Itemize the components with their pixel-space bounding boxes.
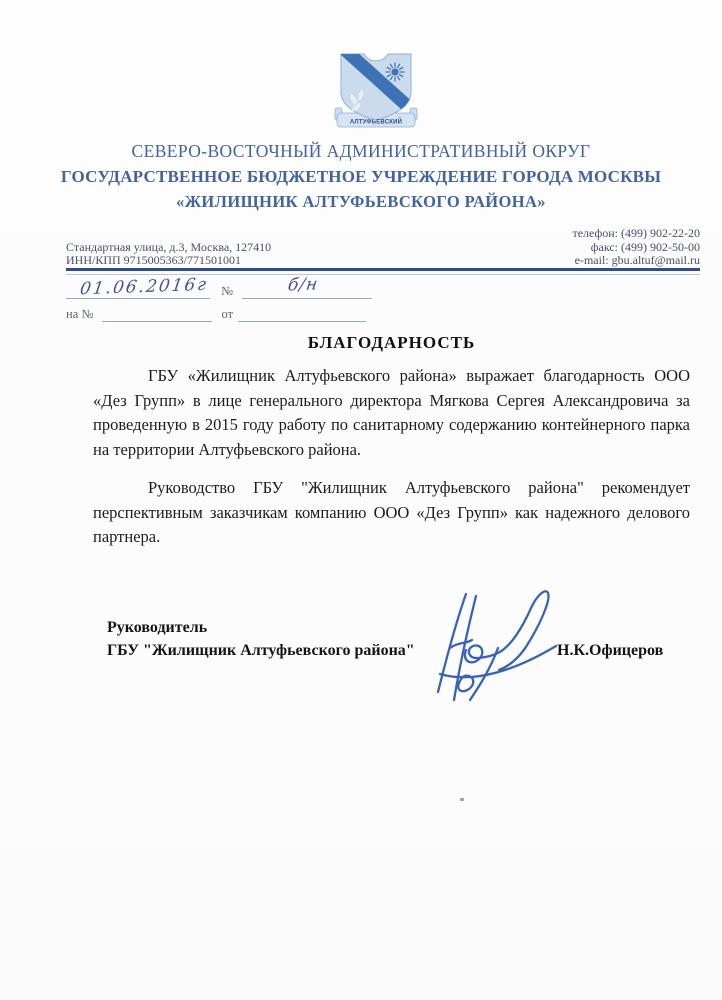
from-label: от (221, 307, 234, 321)
letter-body (93, 364, 690, 550)
contact-inn-kpp: ИНН/КПП 9715005363/771501001 (66, 253, 242, 267)
number-underline (242, 274, 372, 299)
reply-number-underline (102, 305, 212, 322)
handwritten-number: б/н (286, 274, 320, 296)
reply-to-label: на № (66, 307, 94, 321)
district-coat-of-arms (330, 50, 422, 132)
number-sign-label: № (221, 284, 234, 298)
scan-artifact-dot (460, 798, 464, 801)
contact-fax: факс: (499) 902-50-00 (590, 239, 700, 254)
header-district-line: СЕВЕРО-ВОСТОЧНЫЙ АДМИНИСТРАТИВНЫЙ ОКРУГ (131, 141, 591, 161)
divider-rule-shadow (66, 274, 700, 275)
divider-rule (66, 268, 700, 271)
letterhead (0, 141, 722, 212)
contact-left-column (66, 241, 271, 268)
signatory-position-line2: ГБУ "Жилищник Алтуфьевского района" (107, 642, 415, 659)
contact-block (66, 227, 700, 268)
reference-row-reply (66, 305, 396, 323)
signature-block (107, 616, 667, 662)
contact-email: e-mail: gbu.altuf@mail.ru (574, 253, 700, 267)
coat-of-arms-graphic (330, 50, 422, 132)
signatory-position-line1: Руководитель (107, 619, 208, 636)
date-underline (66, 274, 210, 300)
contact-address: Стандартная улица, д.3, Москва, 127410 (66, 239, 272, 254)
ribbon-label: АЛТУФЬЕВСКИЙ (349, 119, 403, 126)
from-date-underline (238, 305, 366, 322)
letter-paragraph-1: ГБУ «Жилищник Алтуфьевского района» выражает благодарность ООО «Дез Групп» в лице генерального директора Мягкова Сергея Александровича за проведенную в 2015 году работу по санитарному содержанию контейнерного парка на территории Алтуфьевского района. (93, 366, 690, 459)
handwritten-date: 01.06.2016г (78, 274, 210, 300)
signatory-name: Н.К.Офицеров (557, 642, 664, 659)
reference-block (66, 274, 396, 323)
letter-title: БЛАГОДАРНОСТЬ (307, 333, 476, 352)
signature-scribble (400, 588, 565, 706)
reference-row-date (66, 274, 396, 304)
contact-right-column (572, 227, 700, 268)
header-organization-line: ГОСУДАРСТВЕННОЕ БЮДЖЕТНОЕ УЧРЕЖДЕНИЕ ГОРОДА МОСКВЫ (60, 167, 662, 186)
contact-phone: телефон: (499) 902-22-20 (572, 226, 700, 240)
letter-paragraph-2: Руководство ГБУ "Жилищник Алтуфьевского района" рекомендует перспективным заказчикам компанию ООО «Дез Групп» как надежного делового партнера. (93, 478, 690, 546)
header-organization-name: «ЖИЛИЩНИК АЛТУФЬЕВСКОГО РАЙОНА» (176, 192, 546, 211)
